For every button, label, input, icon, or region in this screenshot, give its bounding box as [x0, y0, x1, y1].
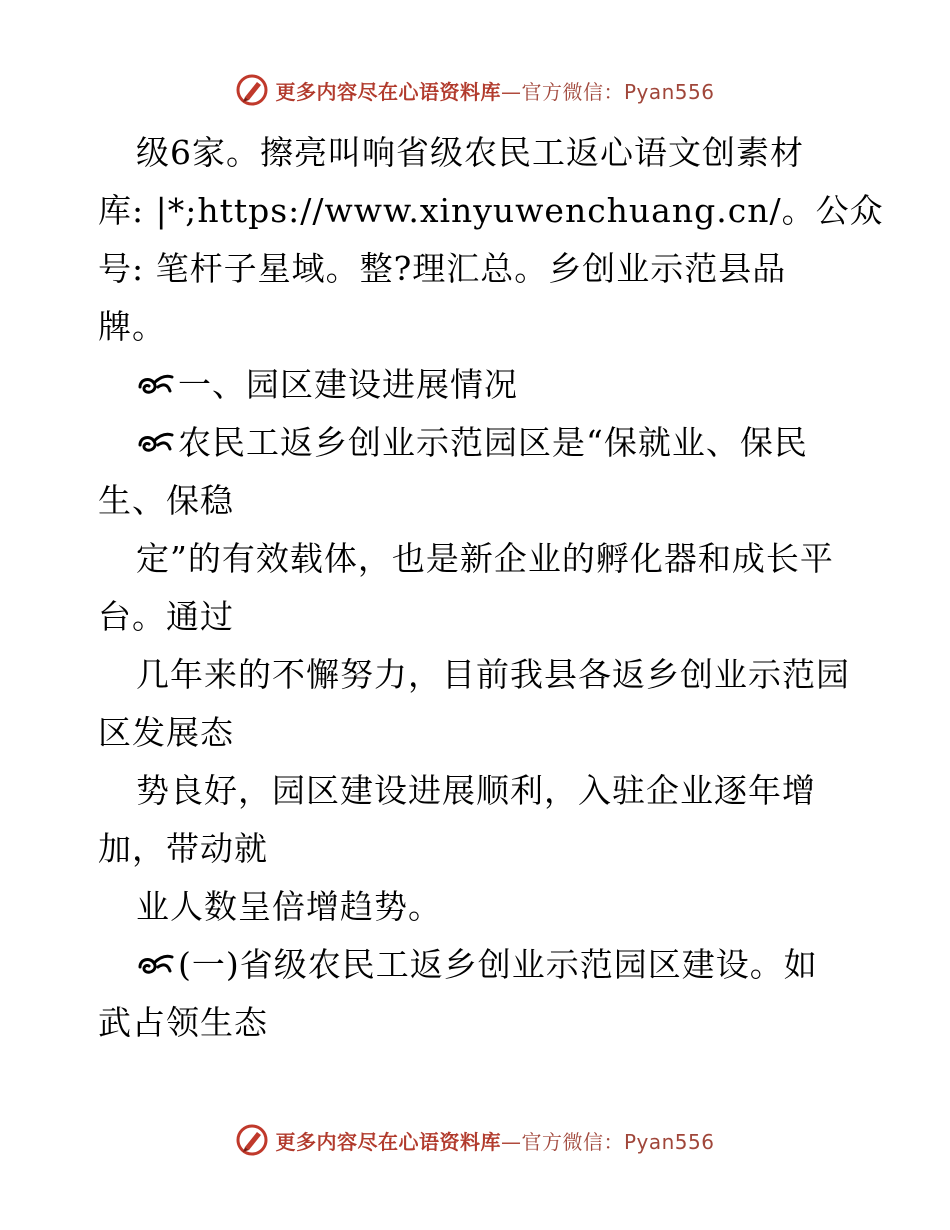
text-line	[98, 414, 858, 472]
section-heading	[98, 356, 858, 414]
line-text: 几年来的不懈努力，目前我县各返乡创业示范园	[136, 655, 850, 694]
text-line	[98, 704, 858, 762]
text-line	[98, 530, 858, 588]
line-text: 库: |*;https://www.xinyuwenchuang.cn/。公众	[98, 191, 884, 230]
line-text: 加，带动就	[98, 829, 268, 868]
text-line	[98, 994, 858, 1052]
banner-separator: —	[500, 1129, 522, 1154]
text-line	[98, 182, 884, 240]
header-banner	[0, 70, 950, 110]
fleuron-bullet-icon	[136, 427, 176, 457]
text-line	[98, 646, 858, 704]
text-line	[98, 820, 858, 878]
text-line	[98, 588, 858, 646]
line-text: 台。通过	[98, 597, 234, 636]
banner-separator: —	[500, 79, 522, 104]
banner-brand: 更多内容尽在心语资料库	[275, 79, 501, 104]
text-line	[98, 124, 858, 182]
text-line	[98, 762, 858, 820]
line-text: 武占领生态	[98, 1003, 268, 1042]
text-line	[98, 878, 858, 936]
pen-nib-logo-icon	[235, 1123, 269, 1157]
line-text: 业人数呈倍增趋势。	[136, 887, 442, 926]
banner-wechat: 官方微信：Pyan556	[521, 79, 715, 104]
text-line	[98, 298, 858, 356]
banner-text	[275, 76, 714, 105]
line-text: 区发展态	[98, 713, 234, 752]
line-text: 势良好，园区建设进展顺利，入驻企业逐年增	[136, 771, 816, 810]
line-text: 级6家。擦亮叫响省级农民工返心语文创素材	[136, 133, 804, 172]
fleuron-bullet-icon	[136, 949, 176, 979]
line-text: 生、保稳	[98, 481, 234, 520]
subsection-heading	[98, 936, 858, 994]
text-line	[98, 240, 858, 298]
banner-text	[275, 1126, 714, 1155]
banner-brand: 更多内容尽在心语资料库	[275, 1129, 501, 1154]
line-text: 一、园区建设进展情况	[178, 365, 518, 404]
line-text: 号: 笔杆子星域。整?理汇总。乡创业示范县品	[98, 249, 787, 288]
text-line	[98, 472, 858, 530]
fleuron-bullet-icon	[136, 369, 176, 399]
line-text: 定”的有效载体，也是新企业的孵化器和成长平	[136, 539, 834, 578]
line-text: 农民工返乡创业示范园区是“保就业、保民	[178, 423, 808, 462]
banner-wechat: 官方微信：Pyan556	[521, 1129, 715, 1154]
line-text: (一)省级农民工返乡创业示范园区建设。如	[178, 945, 818, 984]
line-text: 牌。	[98, 307, 166, 346]
pen-nib-logo-icon	[235, 73, 269, 107]
document-body	[98, 124, 884, 1052]
footer-banner	[0, 1120, 950, 1160]
